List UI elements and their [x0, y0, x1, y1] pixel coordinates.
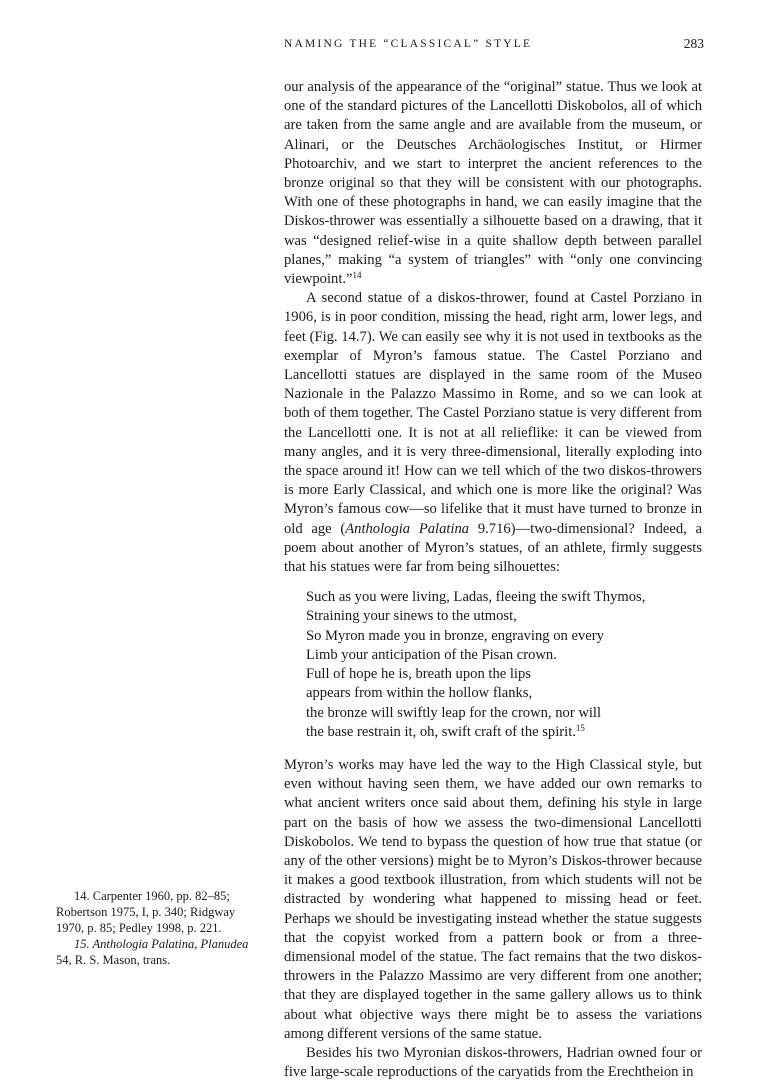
- footnotes: [56, 888, 262, 968]
- footnote-15: [56, 936, 262, 968]
- footnote-15-text: 54, R. S. Mason, trans.: [56, 953, 171, 967]
- verse-line: Full of hope he is, breath upon the lips: [306, 666, 531, 683]
- verse-line: Straining your sinews to the utmost,: [306, 608, 517, 625]
- main-text-column: [284, 78, 702, 1082]
- paragraph-1: [284, 78, 702, 289]
- paragraph-2-text-b: 9.716)—two-dimensional? Indeed, a poem about another of Myron’s statues, of an athlete, firmly suggests that his statues were far from being silhouettes:: [284, 520, 702, 576]
- verse-line-text: the base restrain it, oh, swift craft of the spirit.: [306, 723, 576, 740]
- verse-line: Such as you were living, Ladas, fleeing the swift Thymos,: [306, 589, 646, 606]
- verse-line-last: [306, 723, 702, 742]
- paragraph-1-text: our analysis of the appearance of the “original” statue. Thus we look at one of the standard pictures of the Lancellotti Diskobolos, all of which are taken from the same angle and are available from the museum, or Alinari, or the Deutsches Archäologisches Institut, or Hirmer Photoarchiv, and we start to interpret the ancient references to the bronze original so that they will be consistent with our photographs. With one of these photographs in hand, we can easily imagine that the Diskos-thrower was essentially a silhouette based on a drawing, that it was “designed relief-wise in a quite shallow depth between parallel planes,” making “a system of triangles” with “only one convincing viewpoint.”: [284, 79, 702, 288]
- paragraph-2-text-a: A second statue of a diskos-thrower, found at Castel Porziano in 1906, is in poor condition, missing the head, right arm, lower legs, and feet (Fig. 14.7). We can easily see why it is not used in textbooks as the exemplar of Myron’s famous statue. The Castel Porziano and Lancellotti statues are displayed in the same room of the Museo Nazionale in the Palazzo Massimo in Rome, and so we can look at both of them together. The Castel Porziano statue is very different from the Lancellotti one. It is not at all relieflike: it can be viewed from many angles, and it is very three-dimensional, literally exploding into the space around it! How can we tell which of the two diskos-throwers is more Early Classical, and which one is more like the original? Was Myron’s famous cow—so lifelike that it must have turned to bronze in old age (: [284, 290, 702, 537]
- page-number: 283: [683, 36, 704, 51]
- verse-block: [306, 588, 702, 742]
- running-head: NAMING THE “CLASSICAL” STYLE: [284, 38, 533, 50]
- verse-line: Limb your anticipation of the Pisan crown.: [306, 646, 557, 663]
- footnote-ref-14[interactable]: 14: [352, 270, 362, 281]
- paragraph-3: Myron’s works may have led the way to the High Classical style, but even without having seen them, we have added our own remarks to what ancient writers once said about them, defining his style in large part on the basis of how we assess the two-dimensional Lancellotti Diskobolos. We tend to bypass the question of how true that statue (or any of the other versions) might be to Myron’s Diskos-thrower because it makes a good textbook illustration, from which students will not be distracted by wondering what happened to missing head or feet. Perhaps we should be investigating instead whether the statue suggests that the copyist worked from a pattern book or from a three-dimensional model of the statue. The fact remains that the two diskos-throwers in the Palazzo Massimo are very different from one another; that they are displayed together in the same gallery allows us to think about what objective ways there might be to assess the variations among different versions of the same statue.: [284, 756, 702, 1042]
- footnote-15-title: 15. Anthologia Palatina, Planudea: [74, 937, 249, 951]
- verse-line: the bronze will swiftly leap for the crown, nor will: [306, 704, 602, 721]
- paragraph-4: Besides his two Myronian diskos-throwers, Hadrian owned four or five large-scale reproductions of the caryatids from the Erechtheion in: [284, 1044, 702, 1081]
- work-title: Anthologia Palatina: [345, 520, 470, 537]
- verse-line: appears from within the hollow flanks,: [306, 685, 533, 702]
- paragraph-2: [284, 289, 702, 577]
- verse-line: So Myron made you in bronze, engraving on every: [306, 627, 604, 644]
- footnote-14: 14. Carpenter 1960, pp. 82–85; Robertson 1975, I, p. 340; Ridgway 1970, p. 85; Pedley 1998, p. 221.: [56, 889, 236, 935]
- footnote-ref-15[interactable]: 15: [575, 722, 585, 733]
